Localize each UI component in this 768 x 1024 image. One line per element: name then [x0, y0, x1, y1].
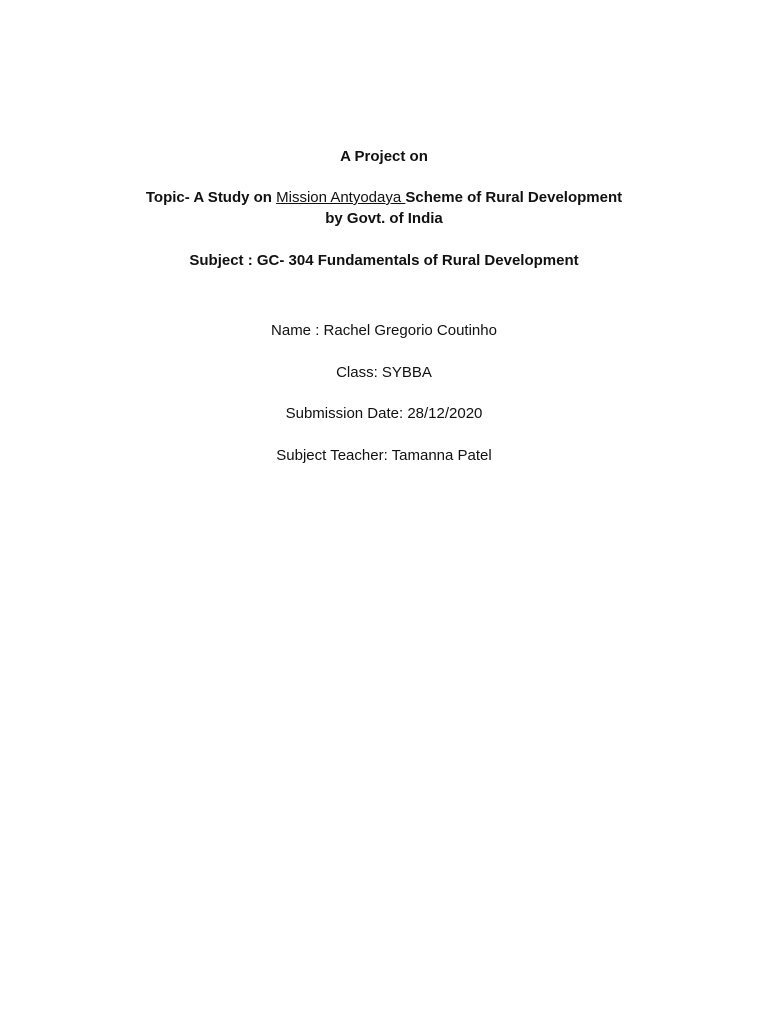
- topic-line-2: by Govt. of India: [325, 210, 443, 227]
- topic-line-1: [0, 189, 768, 207]
- topic-underlined-text: Mission Antyodaya: [276, 189, 406, 206]
- student-name: Name : Rachel Gregorio Coutinho: [271, 322, 497, 339]
- topic-prefix: Topic- A Study on: [145, 189, 277, 206]
- student-class: Class: SYBBA: [336, 364, 432, 381]
- subject-line: Subject : GC- 304 Fundamentals of Rural Development: [189, 252, 579, 269]
- submission-date: Submission Date: 28/12/2020: [285, 405, 483, 422]
- subject-teacher: Subject Teacher: Tamanna Patel: [276, 447, 492, 464]
- project-heading: A Project on: [340, 148, 428, 165]
- topic-suffix: Scheme of Rural Development: [405, 189, 623, 206]
